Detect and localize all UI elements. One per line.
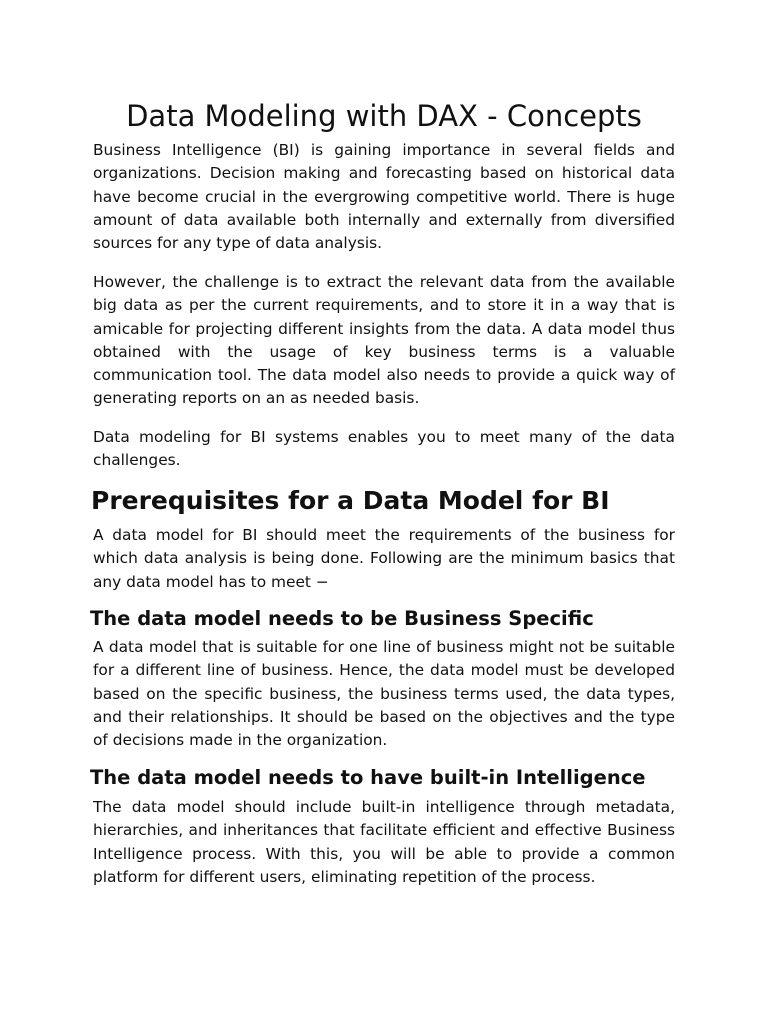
business-specific-paragraph: A data model that is suitable for one line of business might not be suitable for a different line of business. Hence, the data model must be developed based on the specific business, the business terms used, the data types, and their relationships. It should be based on the objectives and the type of decisions made in the organization. [93, 638, 675, 750]
intro-paragraph-1: Business Intelligence (BI) is gaining importance in several fields and organizations. Decision making and forecasting based on historical data have become crucial in the evergrowing competitive world. There is huge amount of data available both internally and externally from diversified sources for any type of data analysis. [93, 141, 675, 253]
subheading-built-in-intelligence: The data model needs to have built-in Intelligence [90, 766, 646, 789]
subheading-business-specific: The data model needs to be Business Specific [90, 607, 594, 630]
intro-paragraph-3: Data modeling for BI systems enables you to meet many of the data challenges. [93, 428, 675, 470]
prerequisites-paragraph: A data model for BI should meet the requirements of the business for which data analysis is being done. Following are the minimum basics that any data model has to meet − [93, 526, 675, 591]
intro-paragraph-2: However, the challenge is to extract the relevant data from the available big data as per the current requirements, and to store it in a way that is amicable for projecting different insights from the data. A data model thus obtained with the usage of key business terms is a valuable communication tool. The data model also needs to provide a quick way of generating reports on an as needed basis. [93, 273, 675, 408]
section-heading-prerequisites: Prerequisites for a Data Model for BI [91, 486, 610, 515]
intelligence-paragraph: The data model should include built-in intelligence through metadata, hierarchies, and inheritances that facilitate efficient and effective Business Intelligence process. With this, you will be able to provide a common platform for different users, eliminating repetition of the process. [93, 798, 675, 886]
page-title: Data Modeling with DAX - Concepts [126, 99, 642, 133]
